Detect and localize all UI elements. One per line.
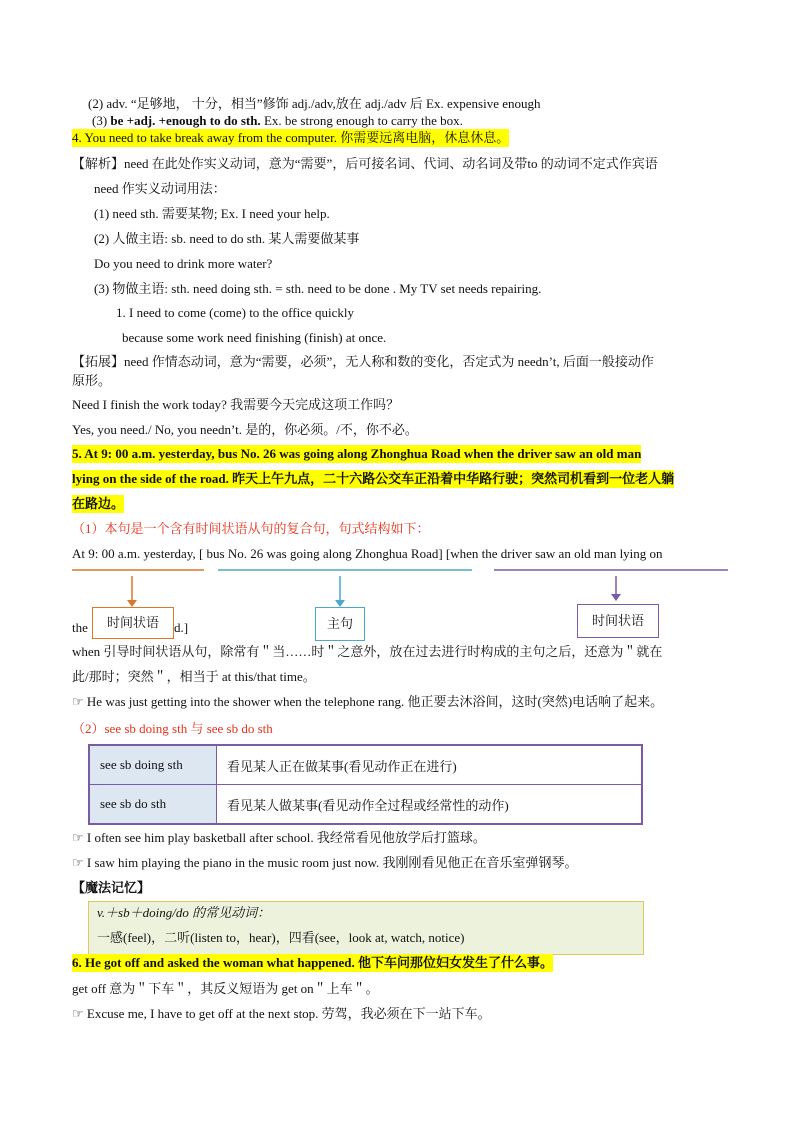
structure-intro: （1）本句是一个含有时间状语从句的复合句，句式结构如下：	[72, 521, 430, 536]
usage-heading: need 作实义动词用法：	[94, 181, 226, 196]
arrow-2-head	[335, 600, 345, 607]
arrow-3-head	[611, 594, 621, 601]
section-6-title: 6. He got off and asked the woman what happened. 他下车问那位妇女发生了什么事。	[72, 955, 554, 970]
exercise-line-2: because some work need finishing (finish) at once.	[122, 330, 387, 345]
table-cell-key: see sb doing sth	[89, 745, 217, 785]
memory-line-2: 一感(feel)，二听(listen to，hear)，四看(see，look at, watch, notice)	[97, 930, 465, 945]
label-time-clause: 时间状语	[577, 604, 659, 638]
section-4-title: 4. You need to take break away from the computer. 你需要远离电脑，休息休息。	[72, 130, 510, 145]
note-line-3: (3) be +adj. +enough to do sth. Ex. be strong enough to carry the box.	[92, 113, 463, 128]
when-explanation-1: when 引导时间状语从句，除常有＂当……时＂之意外，放在过去进行时构成的主句之后，还意为＂就在	[72, 644, 663, 659]
section-5-title-2: lying on the side of the road. 昨天上午九点，二十六路公交车正沿着中华路行驶；突然司机看到一位老人躺	[72, 471, 675, 486]
table-row	[89, 745, 642, 785]
extension-line-1: 【拓展】need 作情态动词，意为“需要，必须”，无人称和数的变化，否定式为 needn’t, 后面一般接动作	[72, 354, 654, 369]
exercise-line-1: 1. I need to come (come) to the office quickly	[116, 305, 355, 320]
comparison-heading: （2）see sb doing sth 与 see sb do sth	[72, 721, 273, 736]
note-line-2: (2) adv. “足够地， 十分，相当”修饰 adj./adv,放在 adj./adv 后 Ex. expensive enough	[88, 96, 541, 111]
sentence-structure-2b: d.]	[174, 620, 189, 635]
comparison-table	[88, 744, 643, 825]
label-main-clause: 主句	[315, 607, 365, 641]
extension-line-2: 原形。	[72, 373, 112, 388]
table-row	[89, 785, 642, 825]
usage-1: (1) need sth. 需要某物; Ex. I need your help.	[94, 206, 330, 221]
usage-2-example: Do you need to drink more water?	[94, 256, 273, 271]
analysis-line: 【解析】need 在此处作实义动词，意为“需要”，后可接名词、代词、动名词及带to 的动词不定式作宾语	[72, 156, 658, 171]
section-5-title-3: 在路边。	[72, 496, 125, 511]
arrow-1-head	[127, 600, 137, 607]
magic-memory-heading: 【魔法记忆】	[72, 880, 151, 895]
get-off-explanation: get off 意为＂下车＂，其反义短语为 get on＂上车＂。	[72, 981, 379, 996]
label-time-adverbial: 时间状语	[92, 607, 174, 639]
example-answer: Yes, you need./ No, you needn’t. 是的，你必须。/不，你不必。	[72, 422, 418, 437]
usage-3: (3) 物做主语: sth. need doing sth. = sth. need to be done . My TV set needs repairing.	[94, 281, 542, 296]
table-cell-key: see sb do sth	[89, 785, 217, 825]
when-example: ☞ He was just getting into the shower when the telephone rang. 他正要去沐浴间，这时(突然)电话响了起来。	[72, 694, 664, 709]
example-question: Need I finish the work today? 我需要今天完成这项工作吗？	[72, 397, 400, 412]
table-cell-value: 看见某人做某事(看见动作全过程或经常性的动作)	[217, 785, 643, 825]
usage-2: (2) 人做主语: sb. need to do sth. 某人需要做某事	[94, 231, 360, 246]
table-cell-value: 看见某人正在做某事(看见动作正在进行)	[217, 745, 643, 785]
section-5-title-1: 5. At 9: 00 a.m. yesterday, bus No. 26 was going along Zhonghua Road when the driver saw an old man	[72, 446, 642, 461]
memory-box	[88, 901, 644, 955]
example-playing: ☞ I saw him playing the piano in the music room just now. 我刚刚看见他正在音乐室弹钢琴。	[72, 855, 578, 870]
get-off-example: ☞ Excuse me, I have to get off at the next stop. 劳驾，我必须在下一站下车。	[72, 1006, 491, 1021]
sentence-structure: At 9: 00 a.m. yesterday, [ bus No. 26 was going along Zhonghua Road] [when the driver saw an old man lying on	[72, 546, 663, 561]
memory-line-1: v.＋sb＋doing/do 的常见动词：	[97, 905, 271, 920]
example-play: ☞ I often see him play basketball after school. 我经常看见他放学后打篮球。	[72, 830, 486, 845]
sentence-structure-2a: the	[72, 620, 88, 635]
when-explanation-2: 此/那时；突然＂，相当于 at this/that time。	[72, 669, 316, 684]
